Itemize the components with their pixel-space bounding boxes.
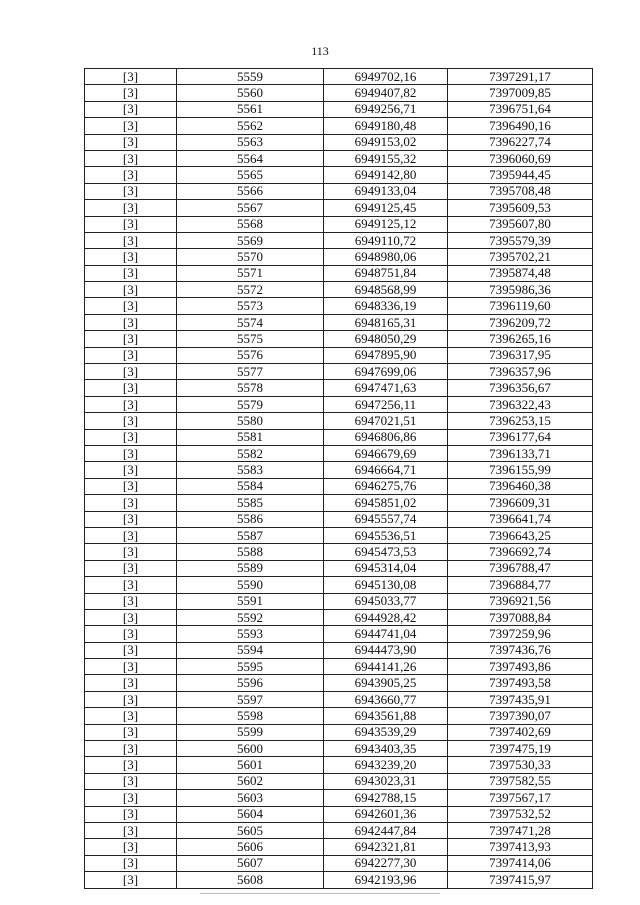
x-coordinate-cell: 6942277,30 (324, 855, 448, 871)
table-row (85, 691, 593, 707)
y-coordinate-cell: 7396356,67 (448, 380, 593, 396)
page-number: 113 (311, 44, 329, 58)
table-row (85, 544, 593, 560)
y-coordinate-cell: 7397413,93 (448, 839, 593, 855)
table-row (85, 118, 593, 134)
table-row (85, 445, 593, 461)
point-number-cell: 5602 (177, 773, 324, 789)
coordinates-table (84, 68, 593, 889)
reference-cell: [3] (85, 331, 177, 347)
x-coordinate-cell: 6947471,63 (324, 380, 448, 396)
point-number-cell: 5592 (177, 609, 324, 625)
x-coordinate-cell: 6942447,84 (324, 822, 448, 838)
reference-cell: [3] (85, 183, 177, 199)
x-coordinate-cell: 6945033,77 (324, 593, 448, 609)
reference-cell: [3] (85, 790, 177, 806)
reference-cell: [3] (85, 445, 177, 461)
reference-cell: [3] (85, 478, 177, 494)
y-coordinate-cell: 7397088,84 (448, 609, 593, 625)
x-coordinate-cell: 6947895,90 (324, 347, 448, 363)
table-row (85, 527, 593, 543)
x-coordinate-cell: 6949110,72 (324, 232, 448, 248)
reference-cell: [3] (85, 232, 177, 248)
table-row (85, 560, 593, 576)
point-number-cell: 5598 (177, 708, 324, 724)
point-number-cell: 5583 (177, 462, 324, 478)
table-row (85, 773, 593, 789)
x-coordinate-cell: 6943403,35 (324, 741, 448, 757)
point-number-cell: 5569 (177, 232, 324, 248)
point-number-cell: 5572 (177, 282, 324, 298)
reference-cell: [3] (85, 708, 177, 724)
x-coordinate-cell: 6945557,74 (324, 511, 448, 527)
point-number-cell: 5580 (177, 413, 324, 429)
y-coordinate-cell: 7395874,48 (448, 265, 593, 281)
point-number-cell: 5570 (177, 249, 324, 265)
x-coordinate-cell: 6949125,45 (324, 200, 448, 216)
x-coordinate-cell: 6943660,77 (324, 691, 448, 707)
point-number-cell: 5578 (177, 380, 324, 396)
point-number-cell: 5603 (177, 790, 324, 806)
point-number-cell: 5571 (177, 265, 324, 281)
coordinates-table-body (85, 69, 593, 889)
point-number-cell: 5582 (177, 445, 324, 461)
table-row (85, 347, 593, 363)
x-coordinate-cell: 6943239,20 (324, 757, 448, 773)
reference-cell: [3] (85, 773, 177, 789)
x-coordinate-cell: 6945314,04 (324, 560, 448, 576)
y-coordinate-cell: 7396177,64 (448, 429, 593, 445)
table-row (85, 675, 593, 691)
x-coordinate-cell: 6949133,04 (324, 183, 448, 199)
y-coordinate-cell: 7396921,56 (448, 593, 593, 609)
table-row (85, 282, 593, 298)
point-number-cell: 5581 (177, 429, 324, 445)
x-coordinate-cell: 6947256,11 (324, 396, 448, 412)
reference-cell: [3] (85, 724, 177, 740)
y-coordinate-cell: 7397493,86 (448, 659, 593, 675)
table-row (85, 150, 593, 166)
point-number-cell: 5573 (177, 298, 324, 314)
point-number-cell: 5575 (177, 331, 324, 347)
y-coordinate-cell: 7396643,25 (448, 527, 593, 543)
y-coordinate-cell: 7395609,53 (448, 200, 593, 216)
table-row (85, 69, 593, 85)
y-coordinate-cell: 7396692,74 (448, 544, 593, 560)
table-row (85, 757, 593, 773)
y-coordinate-cell: 7397582,55 (448, 773, 593, 789)
reference-cell: [3] (85, 429, 177, 445)
point-number-cell: 5559 (177, 69, 324, 85)
reference-cell: [3] (85, 216, 177, 232)
reference-cell: [3] (85, 609, 177, 625)
y-coordinate-cell: 7396788,47 (448, 560, 593, 576)
reference-cell: [3] (85, 675, 177, 691)
table-row (85, 724, 593, 740)
x-coordinate-cell: 6948568,99 (324, 282, 448, 298)
table-row (85, 380, 593, 396)
reference-cell: [3] (85, 69, 177, 85)
table-row (85, 462, 593, 478)
reference-cell: [3] (85, 822, 177, 838)
x-coordinate-cell: 6946679,69 (324, 445, 448, 461)
y-coordinate-cell: 7395708,48 (448, 183, 593, 199)
point-number-cell: 5585 (177, 495, 324, 511)
table-row (85, 232, 593, 248)
reference-cell: [3] (85, 527, 177, 543)
table-row (85, 134, 593, 150)
reference-cell: [3] (85, 396, 177, 412)
reference-cell: [3] (85, 167, 177, 183)
x-coordinate-cell: 6949155,32 (324, 150, 448, 166)
table-row (85, 314, 593, 330)
table-row (85, 298, 593, 314)
reference-cell: [3] (85, 495, 177, 511)
table-row (85, 741, 593, 757)
point-number-cell: 5589 (177, 560, 324, 576)
table-row (85, 577, 593, 593)
reference-cell: [3] (85, 150, 177, 166)
x-coordinate-cell: 6943539,29 (324, 724, 448, 740)
x-coordinate-cell: 6943905,25 (324, 675, 448, 691)
point-number-cell: 5606 (177, 839, 324, 855)
y-coordinate-cell: 7397471,28 (448, 822, 593, 838)
y-coordinate-cell: 7397291,17 (448, 69, 593, 85)
table-row (85, 790, 593, 806)
y-coordinate-cell: 7396060,69 (448, 150, 593, 166)
x-coordinate-cell: 6948980,06 (324, 249, 448, 265)
y-coordinate-cell: 7397435,91 (448, 691, 593, 707)
point-number-cell: 5594 (177, 642, 324, 658)
x-coordinate-cell: 6948050,29 (324, 331, 448, 347)
reference-cell: [3] (85, 364, 177, 380)
point-number-cell: 5601 (177, 757, 324, 773)
table-row (85, 708, 593, 724)
reference-cell: [3] (85, 839, 177, 855)
point-number-cell: 5565 (177, 167, 324, 183)
table-row (85, 609, 593, 625)
point-number-cell: 5590 (177, 577, 324, 593)
x-coordinate-cell: 6947699,06 (324, 364, 448, 380)
x-coordinate-cell: 6949142,80 (324, 167, 448, 183)
point-number-cell: 5576 (177, 347, 324, 363)
table-row (85, 593, 593, 609)
table-row (85, 331, 593, 347)
y-coordinate-cell: 7396641,74 (448, 511, 593, 527)
y-coordinate-cell: 7396133,71 (448, 445, 593, 461)
reference-cell: [3] (85, 806, 177, 822)
reference-cell: [3] (85, 659, 177, 675)
reference-cell: [3] (85, 380, 177, 396)
table-row (85, 101, 593, 117)
reference-cell: [3] (85, 855, 177, 871)
point-number-cell: 5568 (177, 216, 324, 232)
y-coordinate-cell: 7397532,52 (448, 806, 593, 822)
x-coordinate-cell: 6945130,08 (324, 577, 448, 593)
reference-cell: [3] (85, 642, 177, 658)
y-coordinate-cell: 7395944,45 (448, 167, 593, 183)
y-coordinate-cell: 7397390,07 (448, 708, 593, 724)
x-coordinate-cell: 6948751,84 (324, 265, 448, 281)
reference-cell: [3] (85, 101, 177, 117)
y-coordinate-cell: 7396209,72 (448, 314, 593, 330)
y-coordinate-cell: 7396490,16 (448, 118, 593, 134)
y-coordinate-cell: 7395607,80 (448, 216, 593, 232)
y-coordinate-cell: 7397414,06 (448, 855, 593, 871)
reference-cell: [3] (85, 265, 177, 281)
point-number-cell: 5584 (177, 478, 324, 494)
table-row (85, 511, 593, 527)
y-coordinate-cell: 7395702,21 (448, 249, 593, 265)
table-row (85, 659, 593, 675)
table-row (85, 249, 593, 265)
x-coordinate-cell: 6945473,53 (324, 544, 448, 560)
reference-cell: [3] (85, 282, 177, 298)
table-row (85, 167, 593, 183)
table-row (85, 200, 593, 216)
y-coordinate-cell: 7397259,96 (448, 626, 593, 642)
point-number-cell: 5599 (177, 724, 324, 740)
x-coordinate-cell: 6946275,76 (324, 478, 448, 494)
table-row (85, 855, 593, 871)
x-coordinate-cell: 6943561,88 (324, 708, 448, 724)
reference-cell: [3] (85, 200, 177, 216)
point-number-cell: 5607 (177, 855, 324, 871)
y-coordinate-cell: 7395579,39 (448, 232, 593, 248)
table-row (85, 872, 593, 888)
x-coordinate-cell: 6948336,19 (324, 298, 448, 314)
table-row (85, 478, 593, 494)
table-row (85, 364, 593, 380)
reference-cell: [3] (85, 347, 177, 363)
y-coordinate-cell: 7396253,15 (448, 413, 593, 429)
reference-cell: [3] (85, 511, 177, 527)
reference-cell: [3] (85, 741, 177, 757)
reference-cell: [3] (85, 577, 177, 593)
point-number-cell: 5567 (177, 200, 324, 216)
point-number-cell: 5588 (177, 544, 324, 560)
table-row (85, 396, 593, 412)
y-coordinate-cell: 7396322,43 (448, 396, 593, 412)
point-number-cell: 5595 (177, 659, 324, 675)
reference-cell: [3] (85, 462, 177, 478)
x-coordinate-cell: 6944141,26 (324, 659, 448, 675)
x-coordinate-cell: 6942321,81 (324, 839, 448, 855)
table-row (85, 806, 593, 822)
x-coordinate-cell: 6947021,51 (324, 413, 448, 429)
reference-cell: [3] (85, 872, 177, 888)
point-number-cell: 5600 (177, 741, 324, 757)
x-coordinate-cell: 6949180,48 (324, 118, 448, 134)
table-row (85, 85, 593, 101)
x-coordinate-cell: 6943023,31 (324, 773, 448, 789)
x-coordinate-cell: 6949702,16 (324, 69, 448, 85)
x-coordinate-cell: 6946664,71 (324, 462, 448, 478)
table-row (85, 183, 593, 199)
table-row (85, 642, 593, 658)
table-row (85, 429, 593, 445)
x-coordinate-cell: 6945851,02 (324, 495, 448, 511)
x-coordinate-cell: 6946806,86 (324, 429, 448, 445)
point-number-cell: 5560 (177, 85, 324, 101)
y-coordinate-cell: 7397475,19 (448, 741, 593, 757)
reference-cell: [3] (85, 544, 177, 560)
point-number-cell: 5577 (177, 364, 324, 380)
reference-cell: [3] (85, 314, 177, 330)
y-coordinate-cell: 7397436,76 (448, 642, 593, 658)
point-number-cell: 5593 (177, 626, 324, 642)
reference-cell: [3] (85, 757, 177, 773)
point-number-cell: 5574 (177, 314, 324, 330)
point-number-cell: 5605 (177, 822, 324, 838)
reference-cell: [3] (85, 85, 177, 101)
point-number-cell: 5587 (177, 527, 324, 543)
point-number-cell: 5566 (177, 183, 324, 199)
y-coordinate-cell: 7397530,33 (448, 757, 593, 773)
reference-cell: [3] (85, 691, 177, 707)
table-row (85, 413, 593, 429)
reference-cell: [3] (85, 626, 177, 642)
x-coordinate-cell: 6949407,82 (324, 85, 448, 101)
y-coordinate-cell: 7396119,60 (448, 298, 593, 314)
x-coordinate-cell: 6942788,15 (324, 790, 448, 806)
table-row (85, 626, 593, 642)
y-coordinate-cell: 7396317,95 (448, 347, 593, 363)
x-coordinate-cell: 6948165,31 (324, 314, 448, 330)
point-number-cell: 5562 (177, 118, 324, 134)
point-number-cell: 5563 (177, 134, 324, 150)
y-coordinate-cell: 7395986,36 (448, 282, 593, 298)
table-row (85, 839, 593, 855)
reference-cell: [3] (85, 413, 177, 429)
x-coordinate-cell: 6942193,96 (324, 872, 448, 888)
x-coordinate-cell: 6944928,42 (324, 609, 448, 625)
y-coordinate-cell: 7396884,77 (448, 577, 593, 593)
y-coordinate-cell: 7396227,74 (448, 134, 593, 150)
y-coordinate-cell: 7396751,64 (448, 101, 593, 117)
y-coordinate-cell: 7396265,16 (448, 331, 593, 347)
reference-cell: [3] (85, 560, 177, 576)
point-number-cell: 5564 (177, 150, 324, 166)
x-coordinate-cell: 6945536,51 (324, 527, 448, 543)
point-number-cell: 5579 (177, 396, 324, 412)
table-row (85, 495, 593, 511)
point-number-cell: 5561 (177, 101, 324, 117)
y-coordinate-cell: 7397009,85 (448, 85, 593, 101)
point-number-cell: 5586 (177, 511, 324, 527)
bottom-rule (200, 893, 440, 894)
table-row (85, 216, 593, 232)
y-coordinate-cell: 7396609,31 (448, 495, 593, 511)
y-coordinate-cell: 7397415,97 (448, 872, 593, 888)
reference-cell: [3] (85, 134, 177, 150)
x-coordinate-cell: 6944741,04 (324, 626, 448, 642)
x-coordinate-cell: 6942601,36 (324, 806, 448, 822)
point-number-cell: 5596 (177, 675, 324, 691)
reference-cell: [3] (85, 298, 177, 314)
y-coordinate-cell: 7397493,58 (448, 675, 593, 691)
reference-cell: [3] (85, 249, 177, 265)
y-coordinate-cell: 7396460,38 (448, 478, 593, 494)
point-number-cell: 5591 (177, 593, 324, 609)
y-coordinate-cell: 7397567,17 (448, 790, 593, 806)
x-coordinate-cell: 6949256,71 (324, 101, 448, 117)
y-coordinate-cell: 7396155,99 (448, 462, 593, 478)
y-coordinate-cell: 7397402,69 (448, 724, 593, 740)
point-number-cell: 5608 (177, 872, 324, 888)
reference-cell: [3] (85, 118, 177, 134)
point-number-cell: 5604 (177, 806, 324, 822)
table-row (85, 822, 593, 838)
point-number-cell: 5597 (177, 691, 324, 707)
x-coordinate-cell: 6949125,12 (324, 216, 448, 232)
y-coordinate-cell: 7396357,96 (448, 364, 593, 380)
table-row (85, 265, 593, 281)
x-coordinate-cell: 6949153,02 (324, 134, 448, 150)
x-coordinate-cell: 6944473,90 (324, 642, 448, 658)
reference-cell: [3] (85, 593, 177, 609)
